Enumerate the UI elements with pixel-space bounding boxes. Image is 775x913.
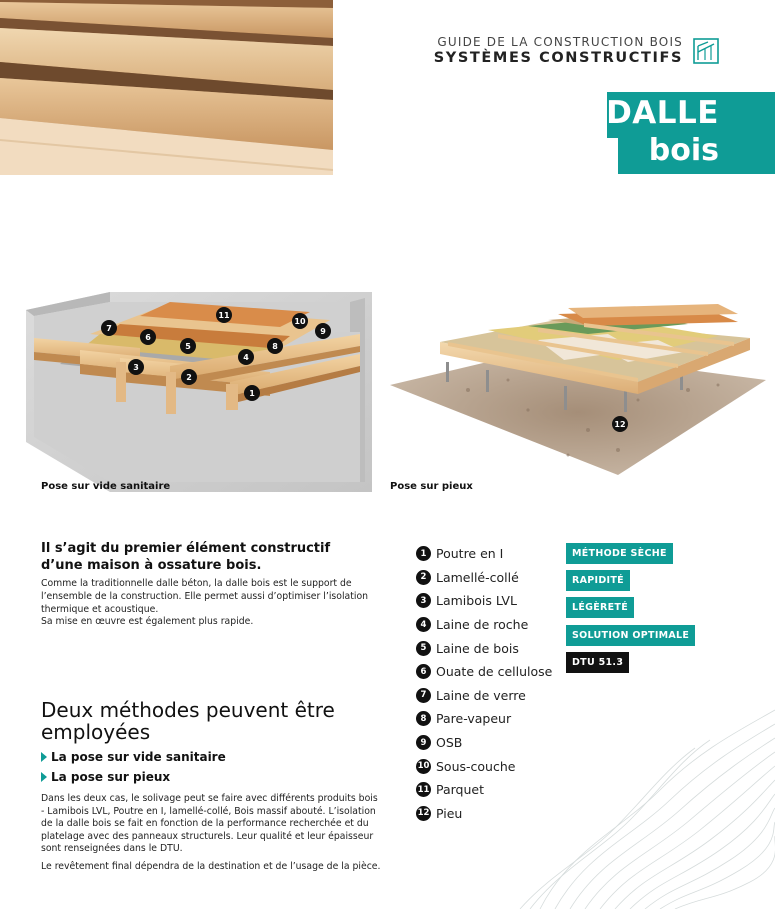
house-frame-icon bbox=[693, 38, 719, 64]
callout-5 bbox=[180, 338, 196, 354]
legend-item bbox=[416, 566, 576, 590]
method-label-2: La pose sur pieux bbox=[51, 770, 171, 784]
methods-heading: Deux méthodes peuvent être employées bbox=[41, 698, 335, 744]
joists-photo bbox=[0, 0, 333, 175]
legend-label: Pieu bbox=[436, 805, 463, 821]
svg-text:6: 6 bbox=[145, 333, 151, 342]
svg-text:12: 12 bbox=[614, 420, 626, 429]
legend-item bbox=[416, 684, 576, 708]
legend-label: Pare-vapeur bbox=[436, 711, 512, 727]
legend-item bbox=[416, 802, 576, 826]
legend-item bbox=[416, 754, 576, 778]
arrow-right-icon bbox=[41, 772, 47, 782]
legend-label: Laine de roche bbox=[436, 617, 529, 633]
legend-number-badge: 9 bbox=[416, 735, 431, 750]
callout-11 bbox=[216, 307, 232, 323]
legend-item bbox=[416, 778, 576, 802]
legend-item bbox=[416, 707, 576, 731]
callout-12 bbox=[612, 416, 628, 432]
legend-item bbox=[416, 731, 576, 755]
legend-number-badge: 12 bbox=[416, 806, 431, 821]
methods-body bbox=[41, 793, 381, 879]
tag-speed: RAPIDITÉ bbox=[566, 570, 630, 591]
method-item-piles bbox=[41, 770, 170, 784]
tag-dry-method: MÉTHODE SÈCHE bbox=[566, 543, 673, 564]
svg-text:1: 1 bbox=[249, 389, 255, 398]
methods-paragraph-1: Dans les deux cas, le solivage peut se faire avec différents produits bois - Lamibois LVL, Poutre en I, lamellé-collé, Bois massif abouté. L’isolation de la dalle bois se fait en fonction de la performance recherchée et du platelage avec des panneaux structurels. Leur qualité et leur épaisseur sont renseignées dans le DTU. bbox=[41, 793, 378, 855]
piles-caption: Pose sur pieux bbox=[390, 481, 473, 492]
legend-number-badge: 8 bbox=[416, 711, 431, 726]
callout-6 bbox=[140, 329, 156, 345]
svg-text:8: 8 bbox=[272, 342, 278, 351]
legend-item bbox=[416, 589, 576, 613]
page-subtitle: bois bbox=[648, 133, 719, 168]
legend-number-badge: 3 bbox=[416, 593, 431, 608]
legend-number-badge: 4 bbox=[416, 617, 431, 632]
guide-title: GUIDE DE LA CONSTRUCTION BOIS bbox=[437, 35, 683, 49]
legend-number-badge: 6 bbox=[416, 664, 431, 679]
svg-text:7: 7 bbox=[106, 324, 112, 333]
legend-label: Poutre en I bbox=[436, 546, 504, 562]
svg-text:4: 4 bbox=[243, 353, 249, 362]
legend-label: Laine de verre bbox=[436, 687, 526, 703]
legend-label: Parquet bbox=[436, 782, 485, 798]
svg-text:5: 5 bbox=[185, 342, 191, 351]
tag-optimal-solution: SOLUTION OPTIMALE bbox=[566, 625, 695, 646]
callout-8 bbox=[267, 338, 283, 354]
piles-diagram bbox=[388, 290, 766, 480]
legend-label: Lamellé-collé bbox=[436, 569, 519, 585]
legend-number-badge: 10 bbox=[416, 759, 431, 774]
method-item-crawlspace bbox=[41, 750, 226, 764]
legend-item bbox=[416, 660, 576, 684]
crawlspace-caption: Pose sur vide sanitaire bbox=[41, 481, 171, 492]
svg-text:2: 2 bbox=[186, 373, 192, 382]
legend-item bbox=[416, 636, 576, 660]
legend-label: Sous-couche bbox=[436, 758, 516, 774]
tag-lightness: LÉGÈRETÉ bbox=[566, 597, 634, 618]
legend-number-badge: 5 bbox=[416, 641, 431, 656]
tag-dtu: DTU 51.3 bbox=[566, 652, 629, 673]
svg-text:10: 10 bbox=[294, 317, 306, 326]
callout-1 bbox=[244, 385, 260, 401]
legend-number-badge: 2 bbox=[416, 570, 431, 585]
methods-paragraph-2: Le revêtement final dépendra de la destination et de l’usage de la pièce. bbox=[41, 860, 381, 872]
arrow-right-icon bbox=[41, 752, 47, 762]
materials-legend bbox=[416, 542, 576, 825]
callout-2 bbox=[181, 369, 197, 385]
legend-label: Lamibois LVL bbox=[436, 593, 517, 609]
legend-label: Laine de bois bbox=[436, 640, 519, 656]
method-label-1: La pose sur vide sanitaire bbox=[51, 750, 226, 764]
intro-paragraph-1: Comme la traditionnelle dalle béton, la dalle bois est le support de l’ensemble de la construction. Elle permet aussi d’optimiser l’isolation thermique et acoustique. bbox=[41, 578, 369, 615]
callout-3 bbox=[128, 359, 144, 375]
svg-text:9: 9 bbox=[320, 327, 326, 336]
legend-label: Ouate de cellulose bbox=[436, 664, 553, 680]
svg-text:11: 11 bbox=[218, 311, 230, 320]
legend-item bbox=[416, 613, 576, 637]
callout-4 bbox=[238, 349, 254, 365]
legend-label: OSB bbox=[436, 735, 463, 751]
legend-item bbox=[416, 542, 576, 566]
callout-9 bbox=[315, 323, 331, 339]
legend-number-badge: 7 bbox=[416, 688, 431, 703]
callout-7 bbox=[101, 320, 117, 336]
callout-10 bbox=[292, 313, 308, 329]
intro-paragraph-2: Sa mise en œuvre est également plus rapide. bbox=[41, 616, 254, 628]
intro-body bbox=[41, 578, 381, 629]
page-title: DALLE bbox=[606, 95, 719, 131]
svg-text:3: 3 bbox=[133, 363, 139, 372]
section-title: SYSTÈMES CONSTRUCTIFS bbox=[433, 50, 683, 66]
legend-number-badge: 11 bbox=[416, 782, 431, 797]
legend-number-badge: 1 bbox=[416, 546, 431, 561]
intro-heading: Il s’agit du premier élément constructif d’une maison à ossature bois. bbox=[41, 541, 331, 573]
crawlspace-diagram bbox=[20, 292, 372, 492]
